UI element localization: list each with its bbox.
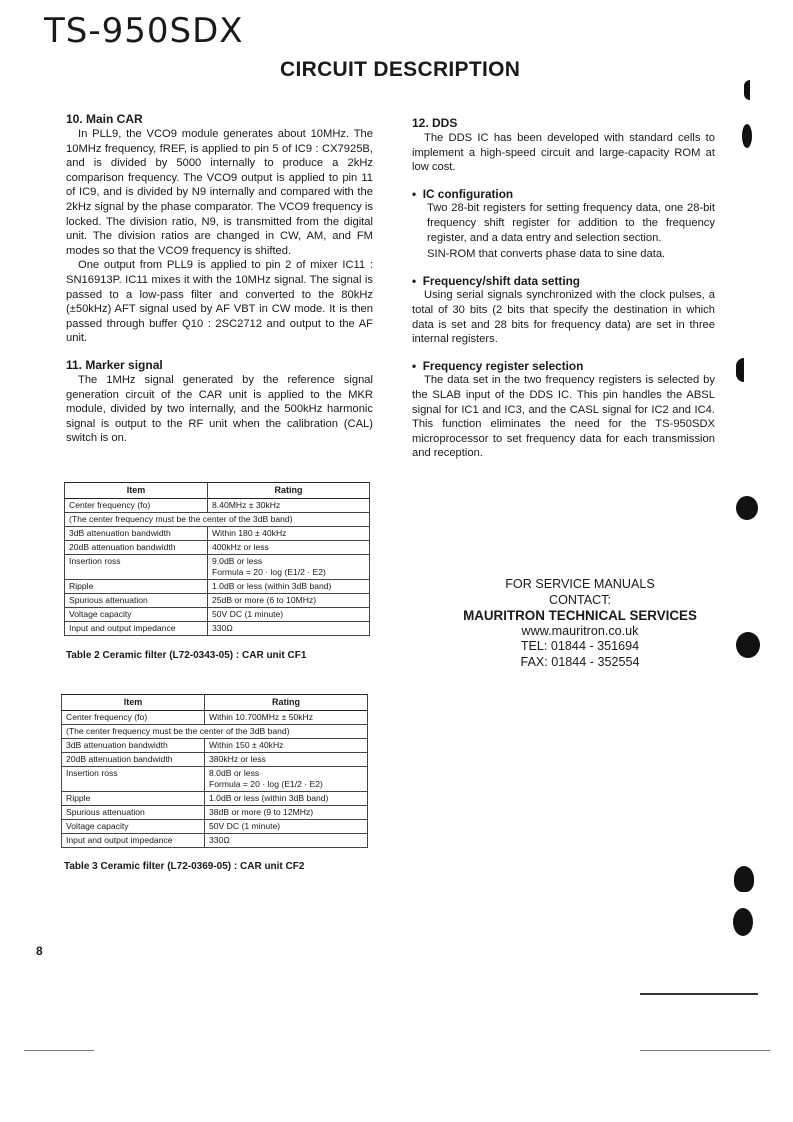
table-cell-rating: 25dB or more (6 to 10MHz) [208, 594, 370, 608]
table-cell-note: (The center frequency must be the center of the 3dB band) [62, 725, 368, 739]
table-row [65, 499, 370, 513]
table-2-header-rating: Rating [208, 483, 370, 499]
marker-heading: 11. Marker signal [66, 357, 163, 372]
table-row [62, 767, 368, 792]
table-cell-rating: 1.0dB or less (within 3dB band) [208, 580, 370, 594]
table-2-caption: Table 2 Ceramic filter (L72-0343-05) : CAR unit CF1 [66, 650, 307, 661]
table-cell-item: Ripple [65, 580, 208, 594]
punch-hole-mark [736, 358, 744, 382]
table-cell-note: (The center frequency must be the center of the 3dB band) [65, 513, 370, 527]
page-title: CIRCUIT DESCRIPTION [280, 58, 521, 81]
freq-setting-block [412, 274, 715, 347]
table-2-header-item: Item [65, 483, 208, 499]
ic-config-heading: IC configuration [422, 186, 514, 201]
contact-block [450, 577, 710, 670]
table-row [62, 834, 368, 848]
punch-hole-mark [733, 908, 753, 936]
left-column [66, 112, 373, 446]
table-cell-rating: 330Ω [205, 834, 368, 848]
table-cell-rating: Within 180 ± 40kHz [208, 527, 370, 541]
table-cell-rating: 50V DC (1 minute) [205, 820, 368, 834]
table-row [62, 820, 368, 834]
table-row [65, 594, 370, 608]
table-cell-item: Input and output impedance [62, 834, 205, 848]
freq-setting-heading: Frequency/shift data setting [422, 273, 581, 288]
table-cell-item: 20dB attenuation bandwidth [65, 541, 208, 555]
punch-hole-mark [734, 866, 754, 892]
table-row [62, 711, 368, 725]
table-3-body [62, 711, 368, 848]
table-cell-rating: 1.0dB or less (within 3dB band) [205, 792, 368, 806]
bullet-icon: • [412, 186, 423, 201]
table-cell-item: 3dB attenuation bandwidth [65, 527, 208, 541]
ic-config-block [412, 187, 715, 262]
contact-company: MAURITRON TECHNICAL SERVICES [463, 608, 697, 623]
table-cell-rating: 330Ω [208, 622, 370, 636]
table-3-caption: Table 3 Ceramic filter (L72-0369-05) : CAR unit CF2 [64, 861, 305, 872]
table-row [65, 622, 370, 636]
contact-fax: FAX: 01844 - 352554 [520, 654, 640, 669]
scan-rule [640, 993, 758, 995]
table-cell-item: Spurious attenuation [62, 806, 205, 820]
table-cell-item: Voltage capacity [62, 820, 205, 834]
scan-rule [640, 1050, 770, 1051]
marker-paragraph: The 1MHz signal generated by the reference signal generation circuit of the CAR unit is applied to the MKR module, divided by two internally, and the 500kHz harmonic signal is output to the RF unit when the calibration (CAL) switch is on. [66, 373, 373, 445]
table-row [62, 806, 368, 820]
bullet-icon: • [412, 273, 423, 288]
table-cell-item: Voltage capacity [65, 608, 208, 622]
punch-hole-mark [742, 124, 752, 148]
table-row [65, 527, 370, 541]
table-row [62, 792, 368, 806]
table-cell-item: Input and output impedance [65, 622, 208, 636]
right-column [412, 116, 715, 461]
ic-config-item-2: SIN-ROM that converts phase data to sine data. [427, 248, 666, 261]
contact-tel: TEL: 01844 - 351694 [520, 639, 640, 653]
table-cell-rating: 8.0dB or less Formula = 20 · log (E1/2 · E2) [205, 767, 368, 792]
punch-hole-mark [744, 80, 750, 100]
punch-hole-mark [736, 632, 760, 658]
dds-paragraph: The DDS IC has been developed with standard cells to implement a high-speed circuit and large-capacity ROM at low cost. [412, 132, 715, 174]
freq-setting-paragraph: Using serial signals synchronized with the clock pulses, a total of 30 bits (2 bits that specify the destination in which data is set and 28 bits for frequency data) are set in three internal registers. [412, 289, 715, 346]
table-cell-rating: 380kHz or less [205, 753, 368, 767]
table-row [65, 555, 370, 580]
punch-hole-mark [736, 496, 758, 520]
table-cell-item: 20dB attenuation bandwidth [62, 753, 205, 767]
table-cell-item: Center frequency (fo) [62, 711, 205, 725]
page-number: 8 [36, 944, 43, 958]
table-3-header-rating: Rating [205, 695, 368, 711]
contact-line-1: FOR SERVICE MANUALS [505, 577, 655, 591]
dds-heading: 12. DDS [412, 116, 458, 130]
freq-register-paragraph: The data set in the two frequency registers is selected by the SLAB input of the DDS IC. This pin handles the ABSL signal for IC1 and IC3, and the CASL signal for IC2 and IC4. This function eliminates the need for the TS-950SDX microprocessor to set frequency data for each transmission and reception. [412, 374, 715, 460]
contact-web[interactable]: www.mauritron.co.uk [521, 623, 639, 638]
freq-register-block [412, 359, 715, 461]
table-3 [61, 694, 368, 848]
table-2-body [65, 499, 370, 636]
main-car-paragraph-1: In PLL9, the VCO9 module generates about 10MHz. The 10MHz frequency, fREF, is applied to pin 5 of IC9 : CX7925B, and is divided by 5000 internally to produce a 2kHz comparison frequency. The VCO9 output is applied to pin 11 of IC9, and is divided by N9 internally and compared with the 2kHz signal by the phase comparator. The VCO9 frequency is locked. The division ratio, N9, is transmitted from the digital unit. The division ratios are changed in CW, AM, and FM modes so that the VCO9 frequency is shifted. [66, 128, 373, 257]
main-car-heading: 10. Main CAR [66, 112, 143, 126]
table-cell-item: Spurious attenuation [65, 594, 208, 608]
contact-line-2: CONTACT: [548, 592, 612, 607]
scan-rule [24, 1050, 94, 1051]
table-cell-rating: 8.40MHz ± 30kHz [208, 499, 370, 513]
table-cell-item: Ripple [62, 792, 205, 806]
table-row [62, 753, 368, 767]
ic-config-item-1: Two 28-bit registers for setting frequency data, one 28-bit frequency shift register for addition to the frequency register, and a data entry and selection section. [427, 202, 715, 244]
main-car-paragraph-2: One output from PLL9 is applied to pin 2 of mixer IC11 : SN16913P. IC11 mixes it with the 10MHz signal. The signal is passed to a low-pass filter and converted to the 80kHz (±50kHz) AFT signal used by AF VBT in CW mode. It is then passed through buffer Q10 : 2SC2712 and output to the AF unit. [66, 259, 373, 345]
table-cell-rating: 50V DC (1 minute) [208, 608, 370, 622]
table-cell-rating: 400kHz or less [208, 541, 370, 555]
freq-register-heading: Frequency register selection [422, 358, 584, 373]
table-row [62, 725, 368, 739]
table-cell-item: Center frequency (fo) [65, 499, 208, 513]
table-2 [64, 482, 370, 636]
table-cell-rating: 9.0dB or less Formula = 20 · log (E1/2 · E2) [208, 555, 370, 580]
table-row [65, 580, 370, 594]
table-cell-item: Insertion ross [65, 555, 208, 580]
table-row [62, 739, 368, 753]
table-cell-item: Insertion ross [62, 767, 205, 792]
table-row [65, 608, 370, 622]
table-cell-rating: Within 10.700MHz ± 50kHz [205, 711, 368, 725]
table-3-header-item: Item [62, 695, 205, 711]
table-cell-rating: 38dB or more (9 to 12MHz) [205, 806, 368, 820]
bullet-icon: • [412, 358, 423, 373]
model-name: TS-950SDX [44, 11, 244, 51]
table-row [65, 513, 370, 527]
table-row [65, 541, 370, 555]
table-cell-item: 3dB attenuation bandwidth [62, 739, 205, 753]
table-cell-rating: Within 150 ± 40kHz [205, 739, 368, 753]
